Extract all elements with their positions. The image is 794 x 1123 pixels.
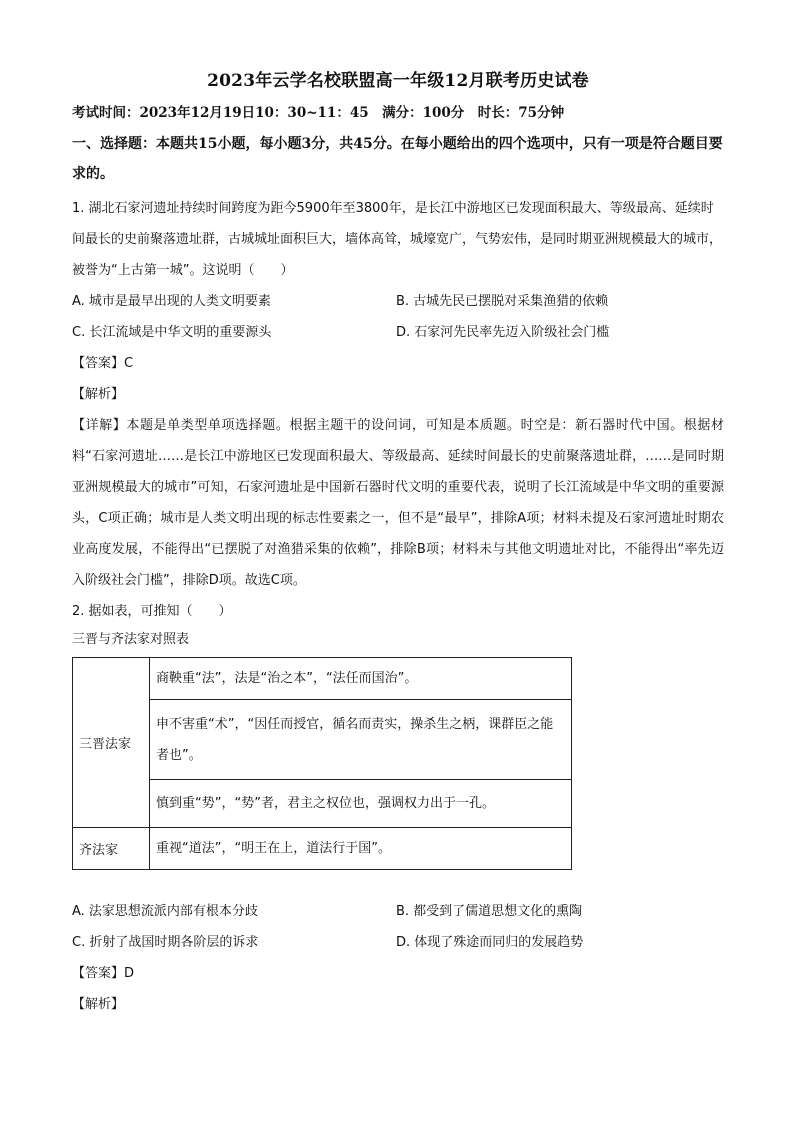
- table-cell-shen-buhai: 申不害重“术”，“因任而授官，循名而责实，操杀生之柄，课群臣之能者也”。: [150, 700, 572, 780]
- section-heading: 一、选择题：本题共15小题，每小题3分，共45分。在每小题给出的四个选项中，只有一项是符合题目要求的。: [72, 136, 723, 182]
- school-qi: 齐法家: [73, 828, 150, 870]
- q1-option-a: A. 城市是最早出现的人类文明要素: [72, 294, 271, 309]
- exam-title: 2023年云学名校联盟高一年级12月联考历史试卷: [207, 71, 589, 91]
- q2-answer: 【答案】D: [72, 966, 135, 981]
- q1-detail: 【详解】本题是单类型单项选择题。根据主题干的设问词，可知是本质题。时空是：新石器时代中国。根据材料“石家河遗址……是长江中游地区已发现面积最大、等级最高、延续时间最长的史前聚落遗址群，……是同时期亚洲规模最大的城市”可知，石家河遗址是中国新石器时代文明的重要代表，说明了长江流域是中华文明的重要源头，C项正确；城市是人类文明出现的标志性要素之一，但不是“最早”，排除A项；材料未提及石家河遗址时期农业高度发展，不能得出“已摆脱了对渔猎采集的依赖”，排除B项；材料未与其他文明遗址对比，不能得出“率先迈入阶级社会门槛”，排除D项。故选C项。: [72, 418, 724, 588]
- q2-option-a: A. 法家思想流派内部有根本分歧: [72, 904, 258, 919]
- q2-option-b: B. 都受到了儒道思想文化的熏陶: [396, 904, 583, 919]
- q2-option-d: D. 体现了殊途而同归的发展趋势: [396, 935, 584, 950]
- q1-stem: 1. 湖北石家河遗址持续时间跨度为距今5900年至3800年，是长江中游地区已发现面积最大、等级最高、延续时间最长的史前聚落遗址群，古城城址面积巨大，墙体高耸，城壕宽广，气势宏伟，是同时期亚洲规模最大的城市，被誉为“上古第一城”。这说明（ ）: [72, 201, 723, 278]
- q2-table-caption: 三晋与齐法家对照表: [72, 632, 190, 647]
- q1-option-c: C. 长江流域是中华文明的重要源头: [72, 325, 272, 340]
- exam-page: [72, 66, 724, 1020]
- q1-option-d: D. 石家河先民率先迈入阶级社会门槛: [396, 325, 610, 340]
- q2-options: [72, 896, 724, 958]
- table-row: [73, 658, 572, 700]
- q1-options: [72, 286, 724, 348]
- table-cell-shang-yang: 商鞅重“法”，法是“治之本”，“法任而国治”。: [150, 658, 572, 700]
- table-cell-shen-dao: 慎到重“势”，“势”者，君主之权位也，强调权力出于一孔。: [150, 780, 572, 828]
- table-row: [73, 828, 572, 870]
- q1-answer: 【答案】C: [72, 356, 134, 371]
- question-1: [72, 193, 724, 596]
- q1-analysis-label: 【解析】: [72, 387, 125, 402]
- q2-analysis-label: 【解析】: [72, 997, 125, 1012]
- q2-option-c: C. 折射了战国时期各阶层的诉求: [72, 935, 259, 950]
- exam-info: 考试时间：2023年12月19日10：30~11：45 满分：100分 时长：75分钟: [72, 105, 565, 121]
- school-sanjin: 三晋法家: [73, 658, 150, 828]
- q1-option-b: B. 古城先民已摆脱对采集渔猎的依赖: [396, 294, 609, 309]
- table-cell-qi-dao-fa: 重视“道法”，“明王在上，道法行于国”。: [150, 828, 572, 870]
- question-2: [72, 596, 724, 1020]
- legalist-table: [72, 657, 572, 870]
- q2-stem: 2. 据如表，可推知（ ）: [72, 604, 232, 619]
